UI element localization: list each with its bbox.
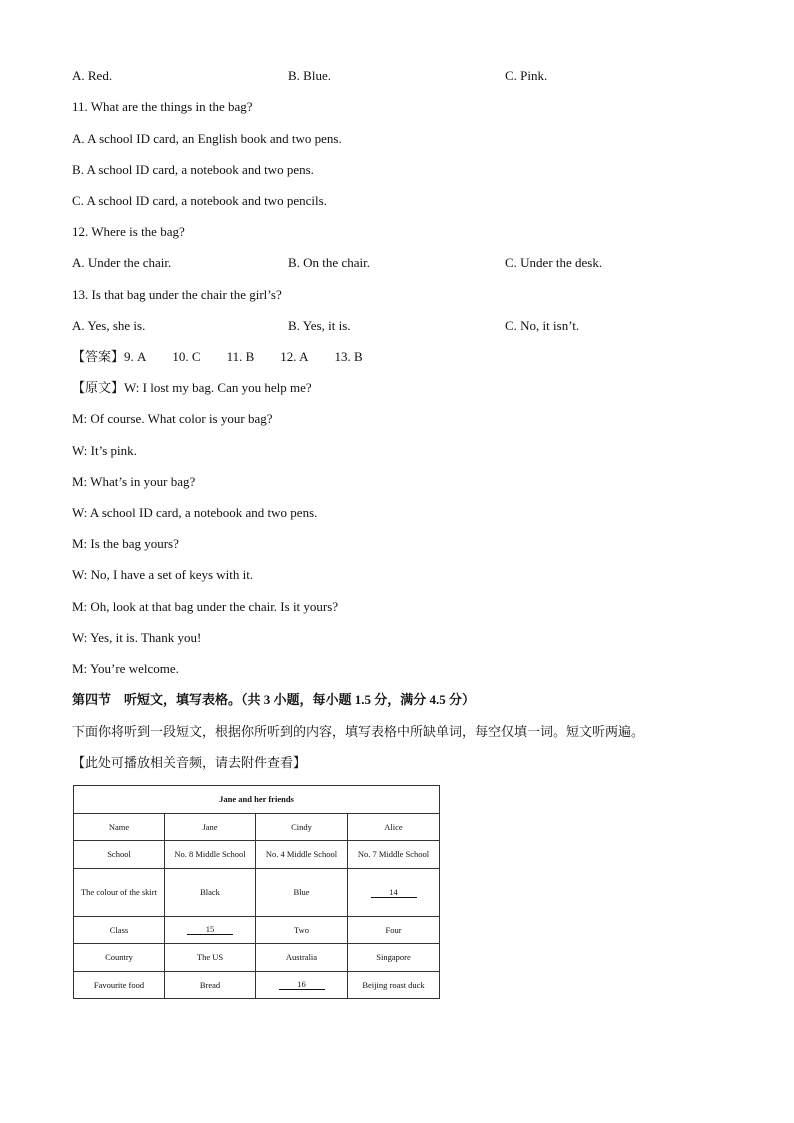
table-cell: School xyxy=(74,841,165,869)
table-cell: Cindy xyxy=(256,813,348,841)
table-cell: No. 8 Middle School xyxy=(165,841,256,869)
option-c: C. A school ID card, a notebook and two pencils. xyxy=(72,193,327,208)
table-cell: Bread xyxy=(165,971,256,999)
option-a: A. Red. xyxy=(72,68,113,83)
option-c: C. Under the desk. xyxy=(505,255,603,270)
table-row xyxy=(74,841,440,869)
answer-item: 12. A xyxy=(280,349,309,364)
table-cell: No. 7 Middle School xyxy=(348,841,440,869)
table-cell: No. 4 Middle School xyxy=(256,841,348,869)
section-heading: 第四节 听短文，填写表格。（共 3 小题，每小题 1.5 分，满分 4.5 分） xyxy=(72,692,476,707)
table-cell: Four xyxy=(348,916,440,944)
table-row xyxy=(74,916,440,944)
table-cell: The US xyxy=(165,944,256,972)
table-cell: Class xyxy=(74,916,165,944)
table-cell: Two xyxy=(256,916,348,944)
option-a: A. Under the chair. xyxy=(72,255,172,270)
table-cell: Favourite food xyxy=(74,971,165,999)
option-b: B. A school ID card, a notebook and two pens. xyxy=(72,162,314,177)
transcript-line: W: A school ID card, a notebook and two pens. xyxy=(72,505,318,520)
blank-15: 15 xyxy=(187,924,233,935)
table-cell: The colour of the skirt xyxy=(74,868,165,916)
table-title: Jane and her friends xyxy=(74,786,440,814)
transcript-line: W: Yes, it is. Thank you! xyxy=(72,630,202,645)
table-cell: Alice xyxy=(348,813,440,841)
table-cell xyxy=(256,971,348,999)
transcript-line: W: It’s pink. xyxy=(72,443,137,458)
blank-16: 16 xyxy=(279,979,325,990)
table-cell xyxy=(165,916,256,944)
transcript-line: 【原文】W: I lost my bag. Can you help me? xyxy=(72,380,312,395)
table-row xyxy=(74,971,440,999)
table-cell: Jane xyxy=(165,813,256,841)
question-11: 11. What are the things in the bag? xyxy=(72,99,253,114)
transcript-line: M: Of course. What color is your bag? xyxy=(72,411,273,426)
transcript-line: M: Is the bag yours? xyxy=(72,536,179,551)
answer-label: 【答案】 xyxy=(72,349,125,364)
table-cell: Beijing roast duck xyxy=(348,971,440,999)
table-row xyxy=(74,944,440,972)
audio-note: 【此处可播放相关音频，请去附件查看】 xyxy=(72,755,307,770)
table-title-row xyxy=(74,786,440,814)
answer-item: 9. A xyxy=(124,349,147,364)
question-13: 13. Is that bag under the chair the girl’s? xyxy=(72,287,282,302)
transcript-line: M: What’s in your bag? xyxy=(72,474,196,489)
option-b: B. On the chair. xyxy=(288,255,370,270)
table-cell: Singapore xyxy=(348,944,440,972)
answer-item: 10. C xyxy=(172,349,201,364)
transcript-line: W: No, I have a set of keys with it. xyxy=(72,567,254,582)
transcript-line: M: You’re welcome. xyxy=(72,661,179,676)
option-a: A. A school ID card, an English book and two pens. xyxy=(72,131,342,146)
answer-item: 11. B xyxy=(226,349,255,364)
table-cell: Name xyxy=(74,813,165,841)
table-cell xyxy=(348,868,440,916)
option-b: B. Blue. xyxy=(288,68,331,83)
table-row xyxy=(74,868,440,916)
option-a: A. Yes, she is. xyxy=(72,318,146,333)
blank-14: 14 xyxy=(371,887,417,898)
table-header-row xyxy=(74,813,440,841)
transcript-line: M: Oh, look at that bag under the chair. Is it yours? xyxy=(72,599,339,614)
fill-in-table xyxy=(73,785,440,999)
table-cell: Black xyxy=(165,868,256,916)
table-cell: Blue xyxy=(256,868,348,916)
answer-key xyxy=(72,349,363,365)
table-cell: Australia xyxy=(256,944,348,972)
option-c: C. No, it isn’t. xyxy=(505,318,580,333)
transcript-label: 【原文】 xyxy=(72,380,125,395)
section-instruction: 下面你将听到一段短文，根据你所听到的内容，填写表格中所缺单词，每空仅填一词。短文听两遍。 xyxy=(72,724,645,739)
option-c: C. Pink. xyxy=(505,68,548,83)
question-12: 12. Where is the bag? xyxy=(72,224,185,239)
answer-item: 13. B xyxy=(334,349,363,364)
option-b: B. Yes, it is. xyxy=(288,318,351,333)
table-cell: Country xyxy=(74,944,165,972)
